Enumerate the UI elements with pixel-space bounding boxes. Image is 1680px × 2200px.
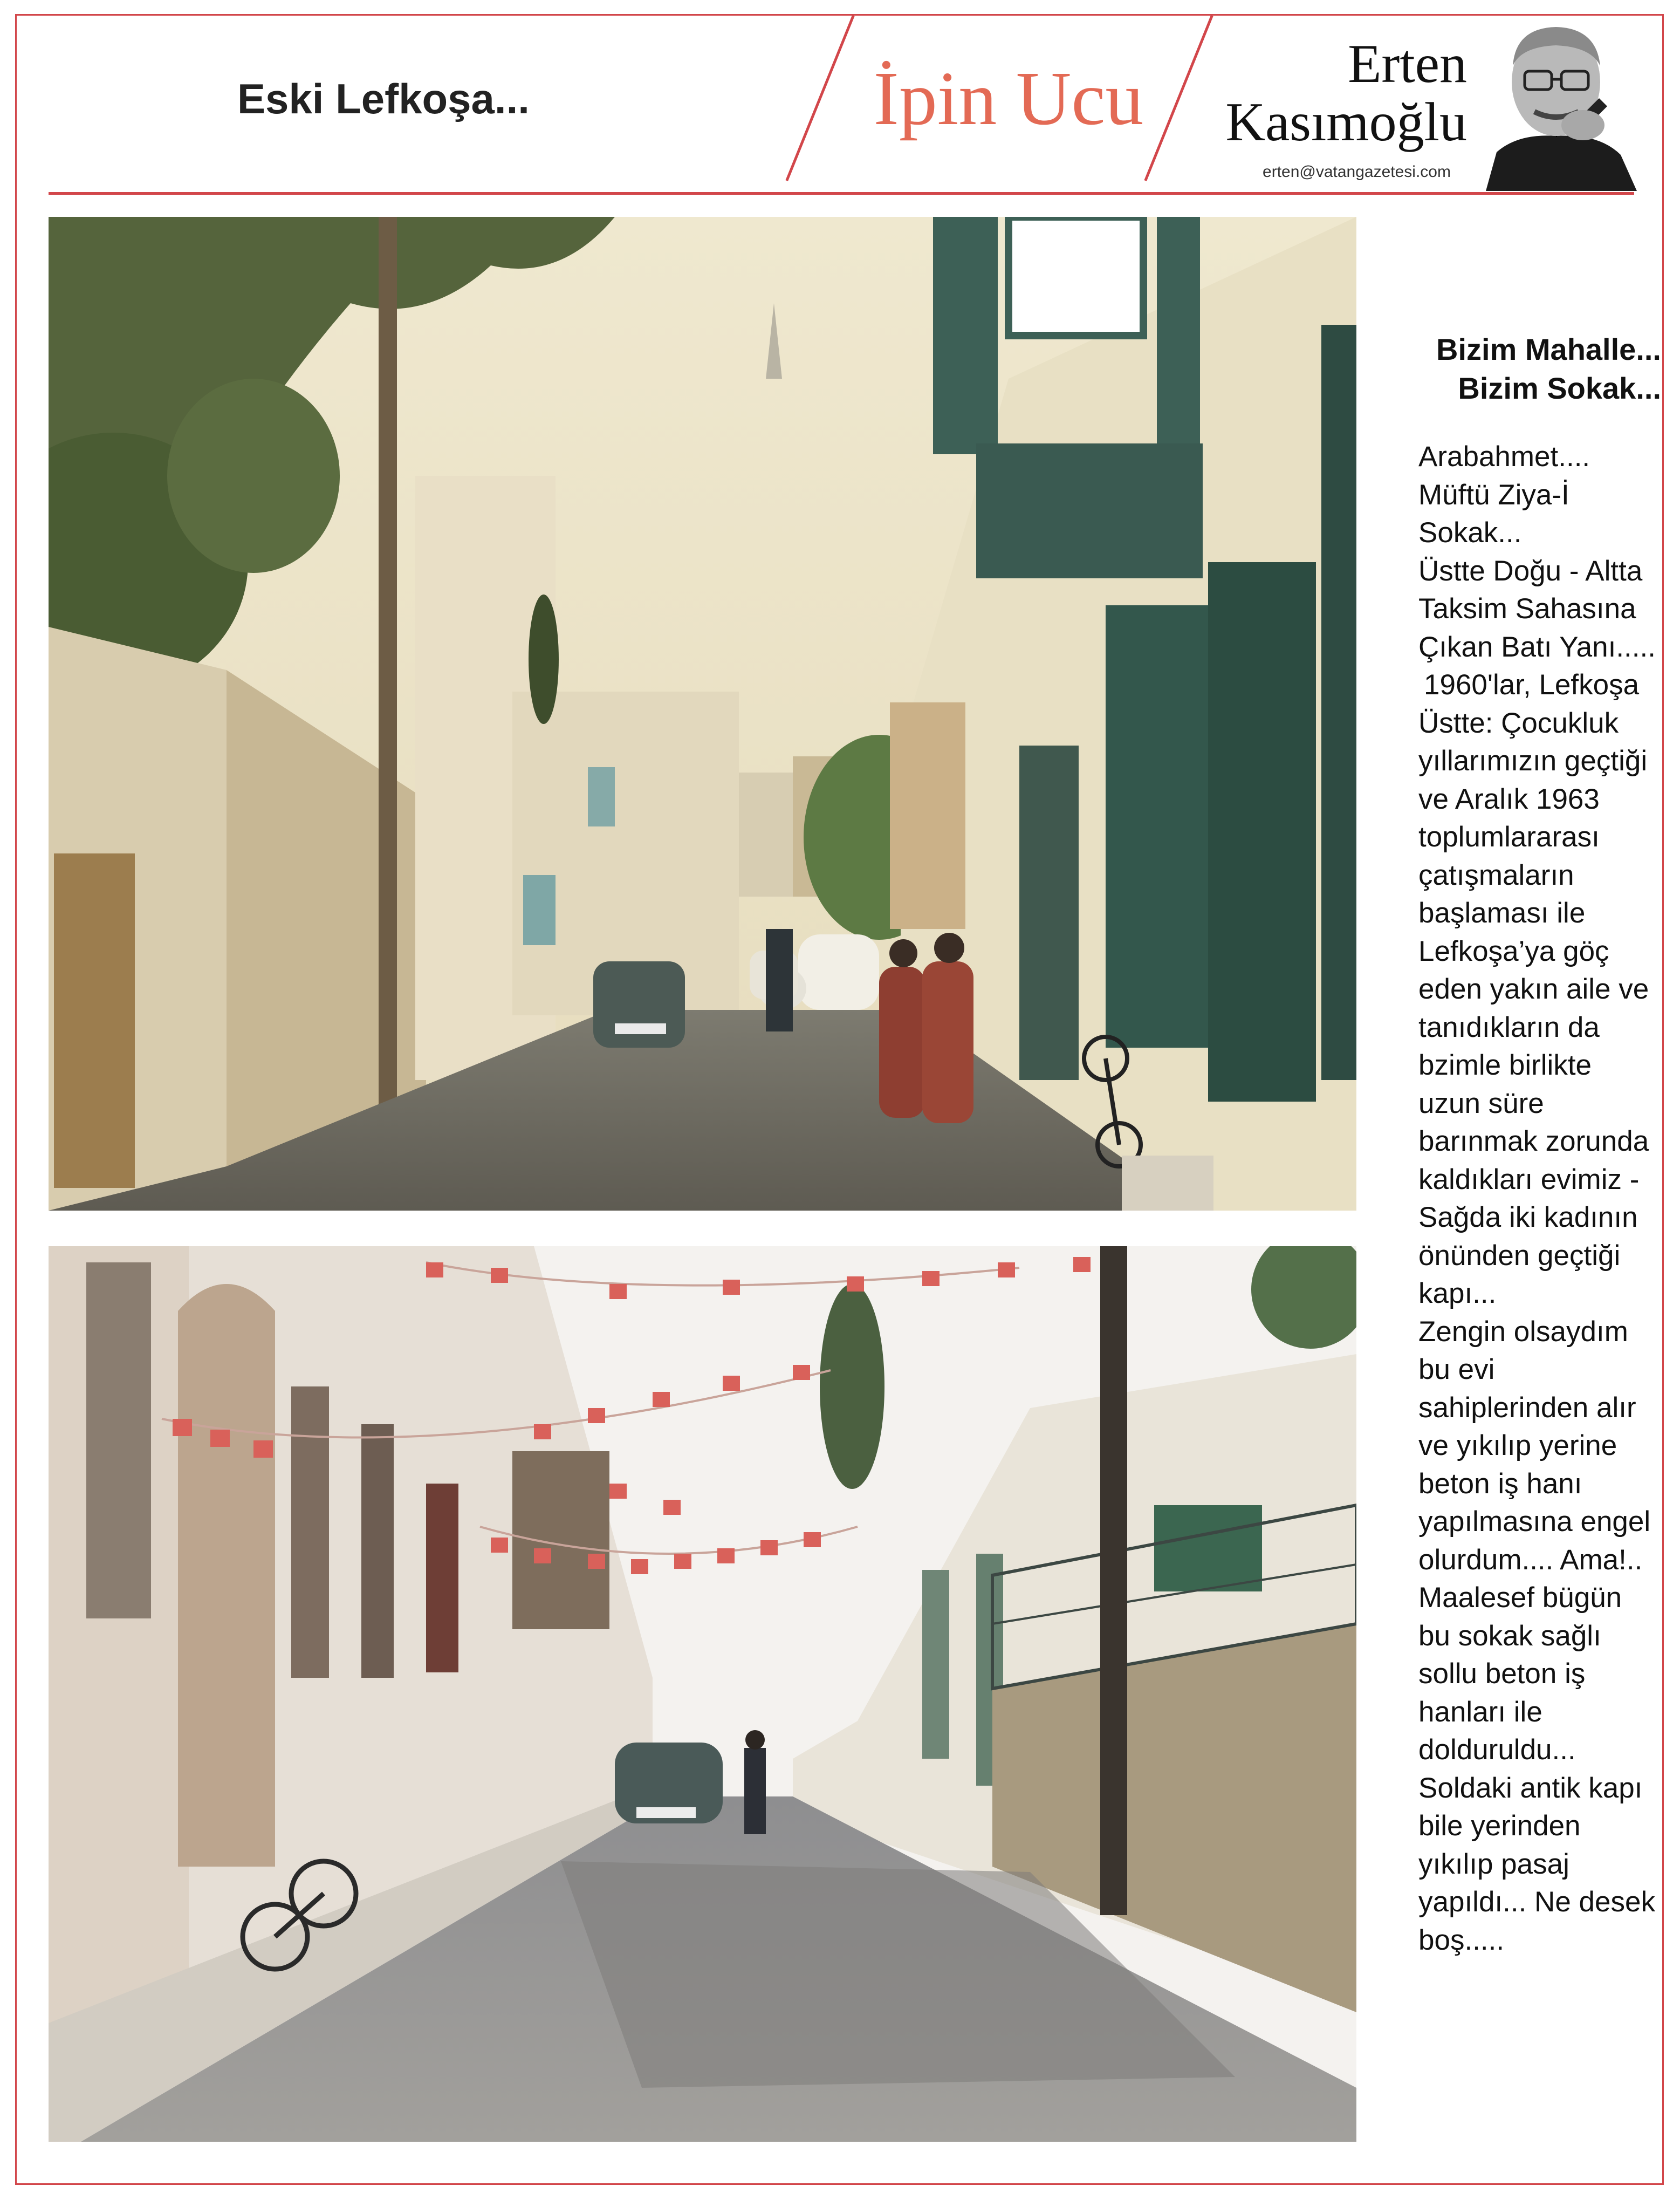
author-last-name: Kasımoğlu (1225, 92, 1467, 153)
column-name: İpin Ucu (873, 56, 1144, 141)
photo-street-west-1960s (49, 1246, 1356, 2142)
header-rule (49, 192, 1634, 195)
section-title: Eski Lefkoşa... (237, 75, 530, 122)
photo-street-east-1960s (49, 217, 1356, 1211)
article-headline-line2: Bizim Sokak... (1458, 371, 1661, 405)
article-paragraph: Zengin olsaydım bu evi sahiplerinden alır ve yıkılıp yerine beton iş hanı yapılmasına engel olurdum.... Ama!.. Maalesef bügün bu sokak sağlı sollu beton iş hanları ile dolduruldu... Soldaki antik kapı bile yerinden yıkılıp pasaj yapıldı... Ne desek boş..... (1418, 1315, 1655, 1956)
author-portrait (1475, 17, 1637, 191)
article-paragraph: Üstte: Çocukluk yıllarımızın geçtiği ve Aralık 1963 toplumlararası çatışmaların başlaması ile Lefkoşa’ya göç eden yakın aile ve tanıdıkların da bzimle birlikte uzun süre barınmak zorunda kaldıkları evimiz - Sağda iki kadının önünden geçtiği kapı... (1418, 707, 1649, 1309)
article-body (1391, 438, 1661, 1959)
article-paragraph: Üstte Doğu - Altta Taksim Sahasına Çıkan Batı Yanı..... (1418, 555, 1656, 663)
article-headline-line1: Bizim Mahalle... (1436, 332, 1661, 366)
article-column (1391, 330, 1661, 1959)
author-email: erten@vatangazetesi.com (1263, 163, 1451, 181)
article-paragraph: Arabahmet.... Müftü Ziya-İ Sokak... (1418, 441, 1590, 549)
author-first-name: Erten (1348, 33, 1467, 94)
article-paragraph: 1960'lar, Lefkoşa (1424, 669, 1640, 701)
